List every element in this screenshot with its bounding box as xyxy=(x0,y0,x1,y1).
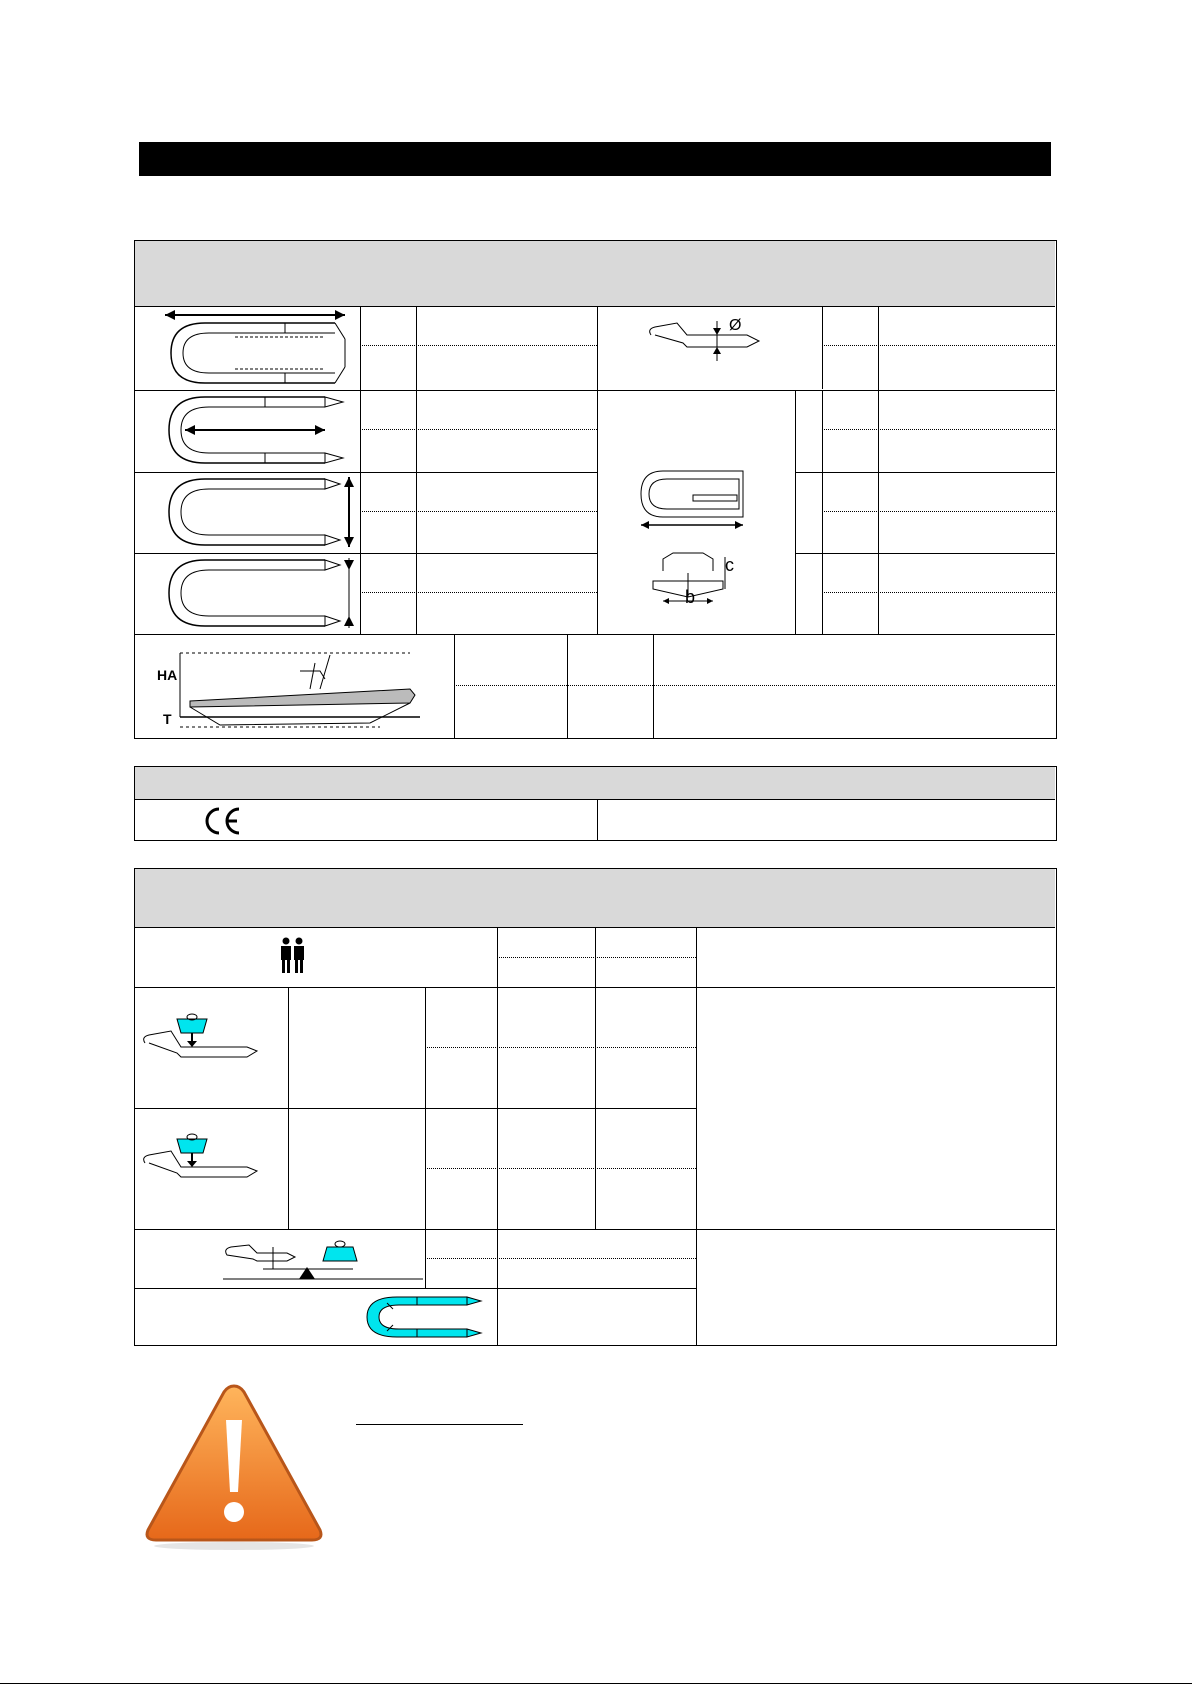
section-title xyxy=(139,149,147,169)
draft-label: T xyxy=(163,711,172,727)
hull-dimensions-diagram xyxy=(633,461,783,631)
dimensions-table-header xyxy=(135,241,1055,307)
boat-beam-overall-diagram xyxy=(165,475,355,549)
height-above-water-label: HA xyxy=(157,667,178,683)
warning-heading-underline xyxy=(356,1424,523,1425)
two-persons-icon xyxy=(279,937,307,975)
page-bottom-rule xyxy=(0,1683,1192,1684)
boat-side-profile-diagram xyxy=(180,643,440,733)
boat-inner-beam-diagram xyxy=(165,556,355,630)
section-title-bar xyxy=(139,142,1051,176)
dimensions-table xyxy=(134,240,1057,739)
boat-inner-length-diagram xyxy=(165,393,355,467)
width-b-label: b xyxy=(685,587,696,607)
certification-table-header xyxy=(135,767,1055,800)
tube-diameter-diagram xyxy=(647,311,767,361)
height-c-label: c xyxy=(725,555,734,575)
certification-table xyxy=(134,766,1057,841)
load-balance-diagram xyxy=(223,1239,423,1283)
max-engine-power-diagram xyxy=(141,1013,261,1073)
diameter-label: Ø xyxy=(729,317,742,334)
warning-triangle-icon xyxy=(142,1380,326,1552)
capacity-table-header xyxy=(135,869,1055,928)
buoyancy-tube-diagram xyxy=(357,1289,487,1345)
capacity-table xyxy=(134,868,1057,1346)
ce-mark-icon xyxy=(201,805,243,837)
boat-length-overall-diagram xyxy=(165,309,345,389)
max-engine-weight-diagram xyxy=(141,1133,261,1193)
